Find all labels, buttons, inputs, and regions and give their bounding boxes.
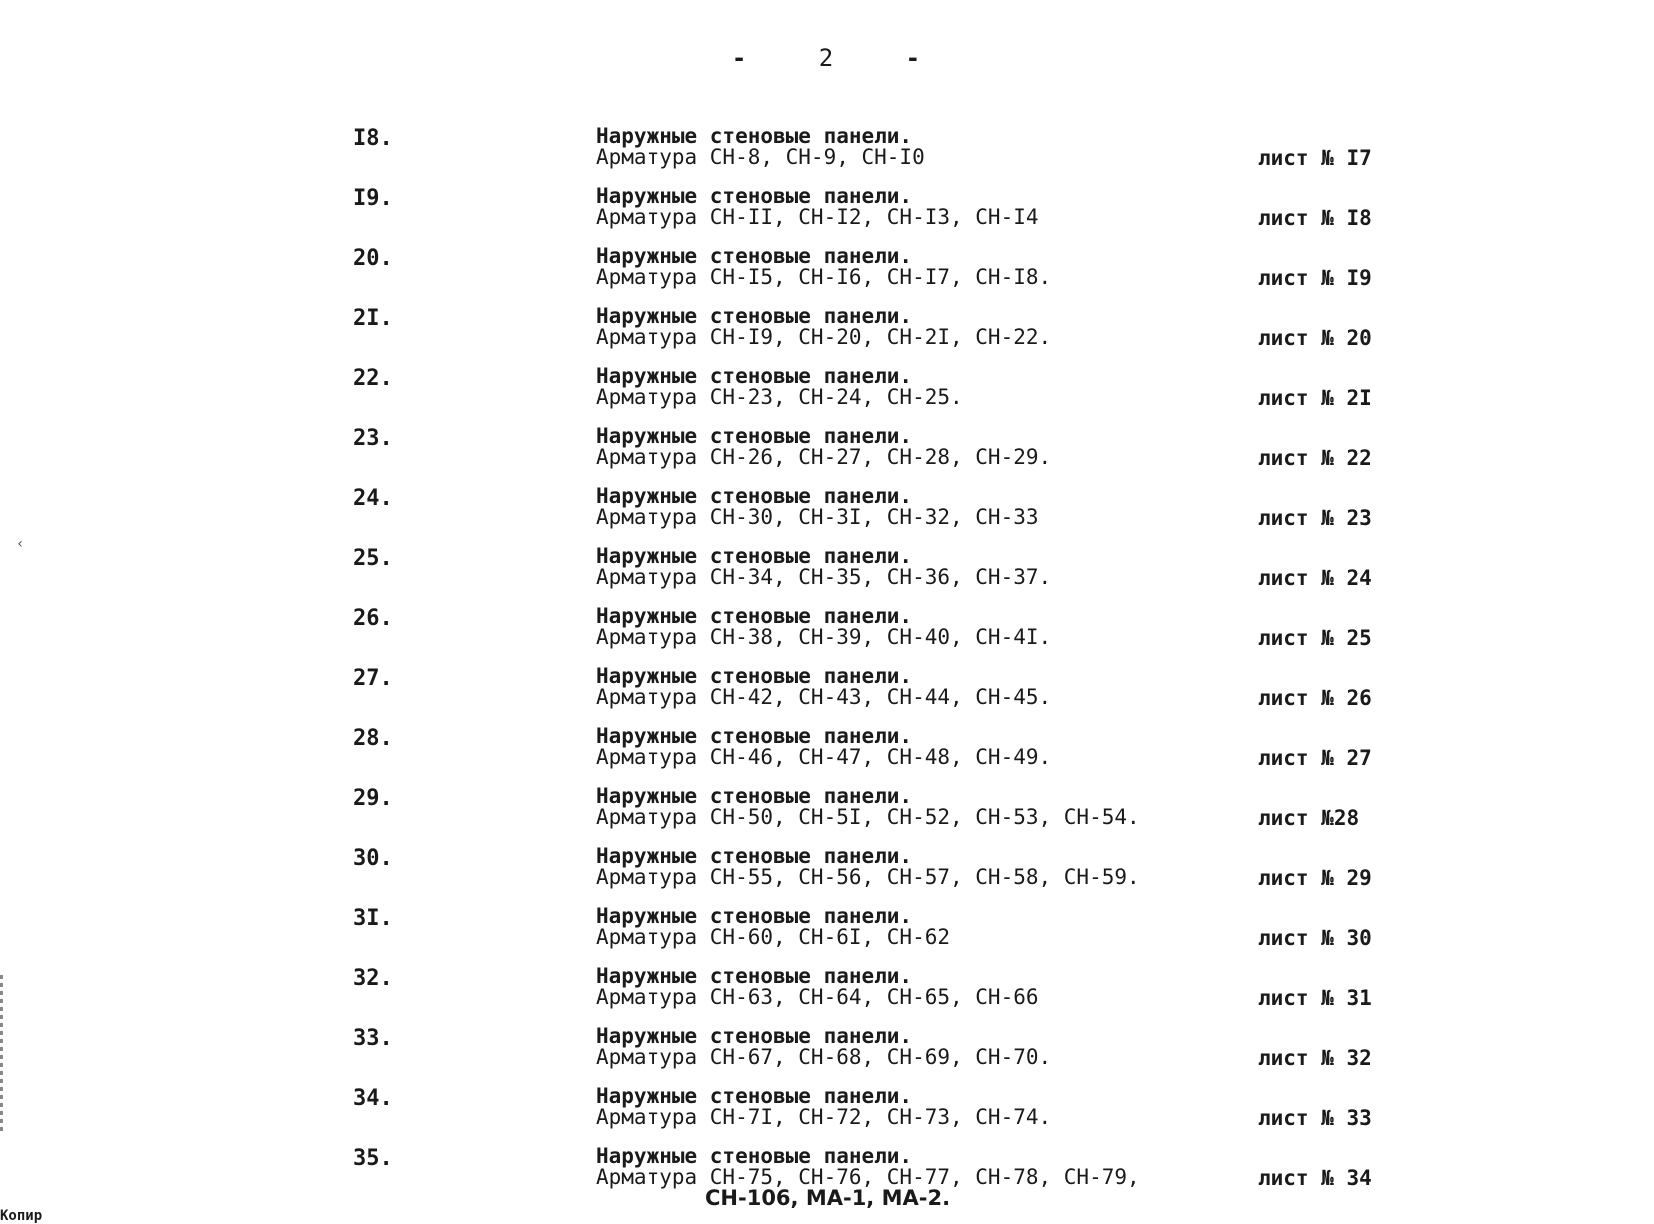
entry-sheet: лист № 26 bbox=[1258, 686, 1372, 710]
entry-title: Наружные стеновые панели. bbox=[596, 364, 913, 388]
list-item bbox=[0, 246, 1654, 306]
entry-number: 32. bbox=[353, 966, 393, 991]
entry-number: I8. bbox=[353, 126, 393, 151]
header-dash-right: - bbox=[905, 44, 923, 72]
entry-sheet: лист № 20 bbox=[1258, 326, 1372, 350]
entry-number: 3I. bbox=[353, 906, 393, 931]
list-item bbox=[0, 966, 1654, 1026]
entry-number: I9. bbox=[353, 186, 393, 211]
entry-description bbox=[596, 966, 1039, 1008]
entry-description bbox=[596, 1086, 1051, 1128]
entry-number: 20. bbox=[353, 246, 393, 271]
entry-reinforcement: Арматура СН-34, СН-35, СН-36, СН-37. bbox=[596, 565, 1052, 589]
entry-number: 28. bbox=[353, 726, 393, 751]
entry-description bbox=[596, 786, 1140, 828]
list-item bbox=[0, 426, 1654, 486]
entry-sheet: лист № 33 bbox=[1258, 1106, 1372, 1130]
entry-description bbox=[596, 426, 1051, 468]
entry-sheet: лист № 2I bbox=[1258, 386, 1372, 410]
entry-title: Наружные стеновые панели. bbox=[596, 1084, 913, 1108]
entry-reinforcement: Арматура СН-8, СН-9, СН-I0 bbox=[596, 145, 925, 169]
entry-reinforcement: Арматура СН-26, СН-27, СН-28, СН-29. bbox=[596, 445, 1052, 469]
list-item bbox=[0, 846, 1654, 906]
entry-description bbox=[596, 666, 1051, 708]
list-item bbox=[0, 126, 1654, 186]
entry-reinforcement: Арматура СН-I5, СН-I6, СН-I7, СН-I8. bbox=[596, 265, 1052, 289]
entry-number: 29. bbox=[353, 786, 393, 811]
list-item bbox=[0, 1086, 1654, 1146]
binding-edge-mark bbox=[0, 975, 3, 1135]
entry-sheet: лист № I7 bbox=[1258, 146, 1372, 170]
entry-title: Наружные стеновые панели. bbox=[596, 784, 913, 808]
list-item bbox=[0, 1146, 1654, 1210]
entry-description bbox=[596, 906, 950, 948]
entry-description bbox=[596, 546, 1051, 588]
entry-number: 2I. bbox=[353, 306, 393, 331]
entry-title: Наружные стеновые панели. bbox=[596, 604, 913, 628]
entry-sheet: лист № 24 bbox=[1258, 566, 1372, 590]
page-number: 2 bbox=[818, 44, 836, 72]
entry-reinforcement: Арматура СН-63, СН-64, СН-65, СН-66 bbox=[596, 985, 1039, 1009]
entry-description bbox=[596, 306, 1051, 348]
margin-mark: ‹ bbox=[16, 536, 25, 552]
entry-title: Наружные стеновые панели. bbox=[596, 904, 913, 928]
entry-reinforcement: Арматура СН-38, СН-39, СН-40, СН-4I. bbox=[596, 625, 1052, 649]
bottom-stamp-fragment: Копир bbox=[0, 1208, 43, 1224]
entry-description bbox=[596, 486, 1039, 528]
entry-sheet: лист № 32 bbox=[1258, 1046, 1372, 1070]
entry-reinforcement: Арматура СН-60, СН-6I, СН-62 bbox=[596, 925, 951, 949]
entry-title: Наружные стеновые панели. bbox=[596, 1144, 913, 1168]
entry-reinforcement: Арматура СН-55, СН-56, СН-57, СН-58, СН-59. bbox=[596, 865, 1140, 889]
entry-title: Наружные стеновые панели. bbox=[596, 844, 913, 868]
entry-reinforcement: Арматура СН-46, СН-47, СН-48, СН-49. bbox=[596, 745, 1052, 769]
entry-description bbox=[596, 246, 1051, 288]
entry-description bbox=[596, 186, 1039, 228]
list-item bbox=[0, 366, 1654, 426]
entry-title: Наружные стеновые панели. bbox=[596, 724, 913, 748]
entry-title: Наружные стеновые панели. bbox=[596, 424, 913, 448]
entry-title: Наружные стеновые панели. bbox=[596, 124, 913, 148]
entry-reinforcement: Арматура СН-67, СН-68, СН-69, СН-70. bbox=[596, 1045, 1052, 1069]
list-item bbox=[0, 786, 1654, 846]
entry-title: Наружные стеновые панели. bbox=[596, 244, 913, 268]
entry-sheet: лист № I8 bbox=[1258, 206, 1372, 230]
entry-reinforcement: Арматура СН-75, СН-76, СН-77, СН-78, СН-79, bbox=[596, 1165, 1140, 1189]
entry-number: 22. bbox=[353, 366, 393, 391]
entry-sheet: лист № 25 bbox=[1258, 626, 1372, 650]
list-item bbox=[0, 186, 1654, 246]
entry-description bbox=[596, 846, 1140, 888]
entry-reinforcement: Арматура СН-30, СН-3I, СН-32, СН-33 bbox=[596, 505, 1039, 529]
entry-reinforcement: Арматура СН-50, СН-5I, СН-52, СН-53, СН-54. bbox=[596, 805, 1140, 829]
entry-reinforcement: Арматура СН-23, СН-24, СН-25. bbox=[596, 385, 963, 409]
entry-number: 24. bbox=[353, 486, 393, 511]
entry-number: 30. bbox=[353, 846, 393, 871]
list-item bbox=[0, 486, 1654, 546]
entry-sheet: лист № 31 bbox=[1258, 986, 1372, 1010]
entry-number: 33. bbox=[353, 1026, 393, 1051]
entry-title: Наружные стеновые панели. bbox=[596, 184, 913, 208]
entry-description bbox=[596, 1026, 1051, 1068]
entry-number: 23. bbox=[353, 426, 393, 451]
entry-sheet: лист № 34 bbox=[1258, 1166, 1372, 1190]
entry-description bbox=[596, 366, 963, 408]
list-item bbox=[0, 906, 1654, 966]
entry-description bbox=[596, 726, 1051, 768]
entry-reinforcement: Арматура СН-I9, СН-20, СН-2I, СН-22. bbox=[596, 325, 1052, 349]
entry-description bbox=[596, 606, 1051, 648]
entry-description bbox=[596, 126, 925, 168]
entry-reinforcement: Арматура СН-7I, СН-72, СН-73, СН-74. bbox=[596, 1105, 1052, 1129]
entry-number: 26. bbox=[353, 606, 393, 631]
list-item bbox=[0, 546, 1654, 606]
entry-number: 35. bbox=[353, 1146, 393, 1171]
entry-title: Наружные стеновые панели. bbox=[596, 964, 913, 988]
entry-reinforcement: Арматура СН-II, СН-I2, СН-I3, СН-I4 bbox=[596, 205, 1039, 229]
entry-reinforcement-continued: СН-106, МА-1, МА-2. bbox=[705, 1186, 951, 1210]
entry-title: Наружные стеновые панели. bbox=[596, 1024, 913, 1048]
entry-number: 34. bbox=[353, 1086, 393, 1111]
entry-title: Наружные стеновые панели. bbox=[596, 664, 913, 688]
entry-number: 27. bbox=[353, 666, 393, 691]
list-item bbox=[0, 726, 1654, 786]
list-item bbox=[0, 306, 1654, 366]
entry-sheet: лист № 30 bbox=[1258, 926, 1372, 950]
entry-number: 25. bbox=[353, 546, 393, 571]
entry-sheet: лист № 22 bbox=[1258, 446, 1372, 470]
list-item bbox=[0, 606, 1654, 666]
entry-sheet: лист № 23 bbox=[1258, 506, 1372, 530]
header-dash-left: - bbox=[731, 44, 749, 72]
list-item bbox=[0, 666, 1654, 726]
entry-description bbox=[596, 1146, 1140, 1209]
list-item bbox=[0, 1026, 1654, 1086]
entry-title: Наружные стеновые панели. bbox=[596, 544, 913, 568]
entry-title: Наружные стеновые панели. bbox=[596, 304, 913, 328]
entry-sheet: лист №28 bbox=[1258, 806, 1360, 830]
entry-sheet: лист № I9 bbox=[1258, 266, 1372, 290]
entry-sheet: лист № 27 bbox=[1258, 746, 1372, 770]
entry-reinforcement: Арматура СН-42, СН-43, СН-44, СН-45. bbox=[596, 685, 1052, 709]
entry-sheet: лист № 29 bbox=[1258, 866, 1372, 890]
entry-title: Наружные стеновые панели. bbox=[596, 484, 913, 508]
